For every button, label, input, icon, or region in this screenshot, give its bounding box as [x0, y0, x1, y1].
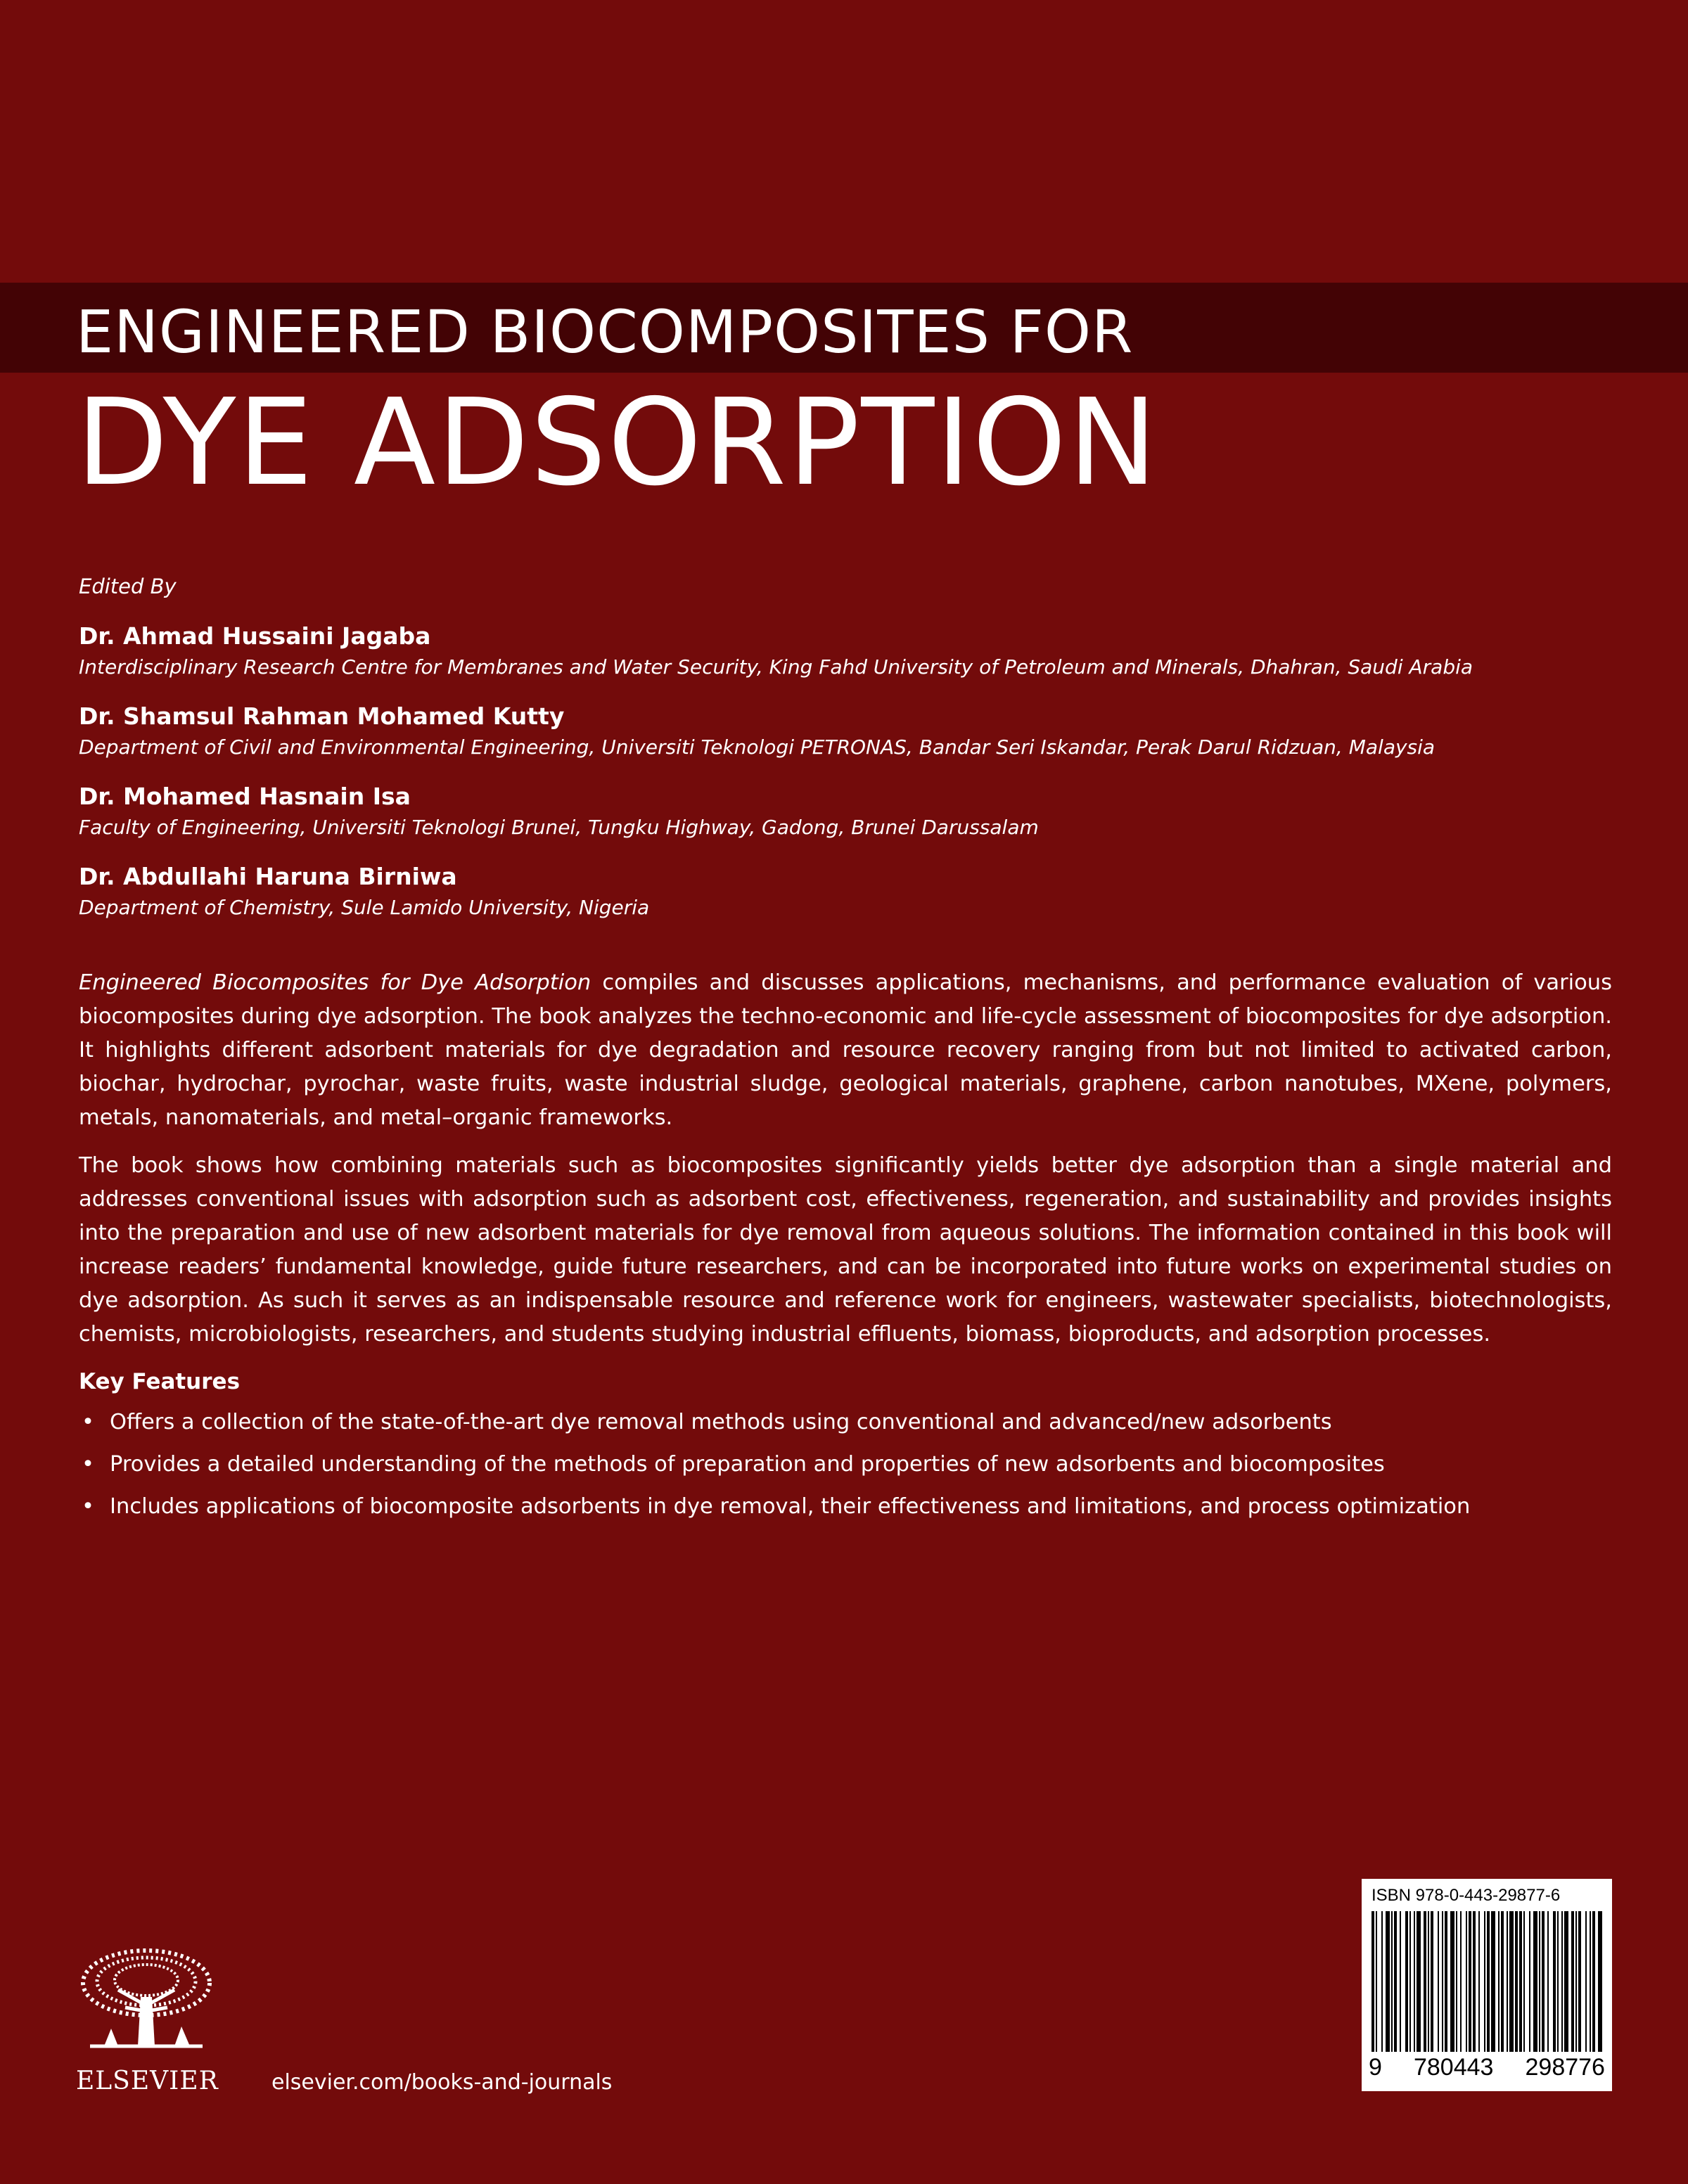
barcode-bar [1466, 1911, 1467, 2052]
barcode-bar [1417, 1911, 1421, 2052]
barcode-bar [1529, 1911, 1530, 2052]
description-paragraph-2: The book shows how combining materials such as biocomposites significantly yields better dye adsorption than a single material and addresses conventional issues with adsorption such as adsorbent cost, effectiveness, regeneration, and sustainability and provides insights into the preparation and use of new adsorbent materials for dye removal from aqueous solutions. The information contained in this book will increase readers’ fundamental knowledge, guide future researchers, and can be incorporated into future works on experimental studies on dye adsorption. As such it serves as an indispensable resource and reference work for engineers, wastewater specialists, biotechnologists, chemists, microbiologists, researchers, and students studying industrial effluents, biomass, bioproducts, and adsorption processes. [79, 1153, 1612, 1347]
editors-section [79, 571, 1626, 941]
key-feature-item [79, 1491, 1612, 1523]
barcode-digits [1369, 2053, 1605, 2081]
barcode-bar [1590, 1911, 1591, 2052]
barcode-bar [1598, 1911, 1602, 2052]
publisher-url[interactable]: elsevier.com/books-and-journals [271, 2070, 613, 2095]
editor-entry [79, 781, 1626, 842]
barcode-icon [1372, 1911, 1602, 2052]
barcode-bar [1478, 1911, 1480, 2052]
barcode-bar [1473, 1911, 1476, 2052]
barcode-bar [1431, 1911, 1433, 2052]
barcode-bar [1561, 1911, 1563, 2052]
barcode-bar [1445, 1911, 1447, 2052]
isbn-label: ISBN 978-0-443-29877-6 [1372, 1886, 1561, 1905]
barcode-bar [1460, 1911, 1462, 2052]
key-feature-item [79, 1448, 1612, 1481]
editor-name: Dr. Shamsul Rahman Mohamed Kutty [79, 702, 565, 730]
barcode-bar [1542, 1911, 1545, 2052]
editor-affiliation: Faculty of Engineering, Universiti Teknologi Brunei, Tungku Highway, Gadong, Brunei Darussalam [79, 816, 1039, 839]
barcode-bar [1484, 1911, 1485, 2052]
barcode-digit-group: 298776 [1525, 2054, 1605, 2081]
bullet-icon: • [82, 1452, 94, 1477]
editor-name: Dr. Ahmad Hussaini Jagaba [79, 622, 431, 650]
editor-affiliation: Department of Civil and Environmental Engineering, Universiti Teknologi PETRONAS, Bandar Seri Iskandar, Perak Darul Ridzuan, Malaysia [79, 736, 1436, 759]
key-feature-item [79, 1406, 1612, 1439]
barcode-bar [1450, 1911, 1454, 2052]
key-feature-text: Includes applications of biocomposite adsorbents in dye removal, their effectiveness and limitations, and process optimization [110, 1494, 1471, 1519]
editor-entry [79, 620, 1626, 682]
paragraph-1-text: compiles and discusses applications, mechanisms, and performance evaluation of various biocomposites during dye adsorption. The book analyzes the techno-economic and life-cycle assessment of biocomposites for dye adsorption. It highlights different adsorbent materials for dye degradation and resource recovery ranging from but not limited to activated carbon, biochar, hydrochar, pyrochar, waste fruits, waste industrial sludge, geological materials, graphene, carbon nanotubes, MXene, polymers, metals, nanomaterials, and metal–organic frameworks. [79, 970, 1612, 1130]
barcode-bar [1442, 1911, 1443, 2052]
editor-name: Dr. Abdullahi Haruna Birniwa [79, 863, 457, 890]
key-feature-text: Provides a detailed understanding of the methods of preparation and properties of new adsorbents and biocomposites [110, 1452, 1385, 1477]
barcode-bar [1578, 1911, 1581, 2052]
barcode-bar [1507, 1911, 1508, 2052]
editor-affiliation: Interdisciplinary Research Centre for Membranes and Water Security, King Fahd University of Petroleum and Minerals, Dhahran, Saudi Arabia [79, 655, 1473, 679]
barcode-bar [1405, 1911, 1408, 2052]
barcode-bar [1487, 1911, 1490, 2052]
bullet-icon: • [82, 1494, 94, 1519]
barcode-bar [1533, 1911, 1537, 2052]
barcode-bar [1519, 1911, 1522, 2052]
barcode-bar [1557, 1911, 1559, 2052]
barcode-bar [1376, 1911, 1377, 2052]
key-feature-text: Offers a collection of the state-of-the-art dye removal methods using conventional and advanced/new adsorbents [110, 1410, 1332, 1434]
editor-entry [79, 861, 1626, 923]
description [79, 966, 1612, 1533]
barcode-digit-group: 9 [1369, 2054, 1382, 2081]
barcode-bar [1585, 1911, 1587, 2052]
barcode-bar [1575, 1911, 1577, 2052]
barcode-bar [1400, 1911, 1401, 2052]
barcode-bar [1428, 1911, 1429, 2052]
barcode-bar [1498, 1911, 1500, 2052]
barcode-bar [1564, 1911, 1568, 2052]
editor-entry [79, 700, 1626, 762]
barcode-bar [1409, 1911, 1411, 2052]
barcode-bar [1386, 1911, 1390, 2052]
key-features-list [79, 1406, 1612, 1523]
barcode-bar [1592, 1911, 1595, 2052]
edited-by-label: Edited By [79, 574, 177, 598]
barcode-bar [1438, 1911, 1439, 2052]
barcode-bar [1456, 1911, 1457, 2052]
barcode-bar [1523, 1911, 1525, 2052]
barcode-bar [1424, 1911, 1426, 2052]
barcode-bar [1509, 1911, 1514, 2052]
barcode-bar [1391, 1911, 1393, 2052]
barcode-bar [1491, 1911, 1495, 2052]
title-line-1: ENGINEERED BIOCOMPOSITES FOR [76, 297, 1134, 366]
barcode-bar [1394, 1911, 1397, 2052]
barcode-bar [1571, 1911, 1574, 2052]
barcode-bar [1372, 1911, 1374, 2052]
barcode-bar [1501, 1911, 1504, 2052]
barcode-bar [1515, 1911, 1518, 2052]
description-paragraph-1 [79, 966, 1612, 1135]
title-line-2: DYE ADSORPTION [76, 373, 1159, 513]
barcode-bar [1381, 1911, 1383, 2052]
bullet-icon: • [82, 1410, 94, 1434]
publisher-name: ELSEVIER [76, 2067, 219, 2095]
editor-name: Dr. Mohamed Hasnain Isa [79, 783, 411, 810]
barcode-bar [1553, 1911, 1556, 2052]
key-features-title: Key Features [79, 1369, 241, 1394]
barcode-bar [1414, 1911, 1415, 2052]
barcode-bar [1547, 1911, 1549, 2052]
book-title-italic: Engineered Biocomposites for Dye Adsorption [79, 970, 592, 995]
barcode-digit-group: 780443 [1413, 2054, 1494, 2081]
isbn-barcode-box [1362, 1879, 1612, 2091]
barcode-bar [1469, 1911, 1471, 2052]
barcode-bar [1539, 1911, 1540, 2052]
editor-affiliation: Department of Chemistry, Sule Lamido University, Nigeria [79, 896, 650, 919]
